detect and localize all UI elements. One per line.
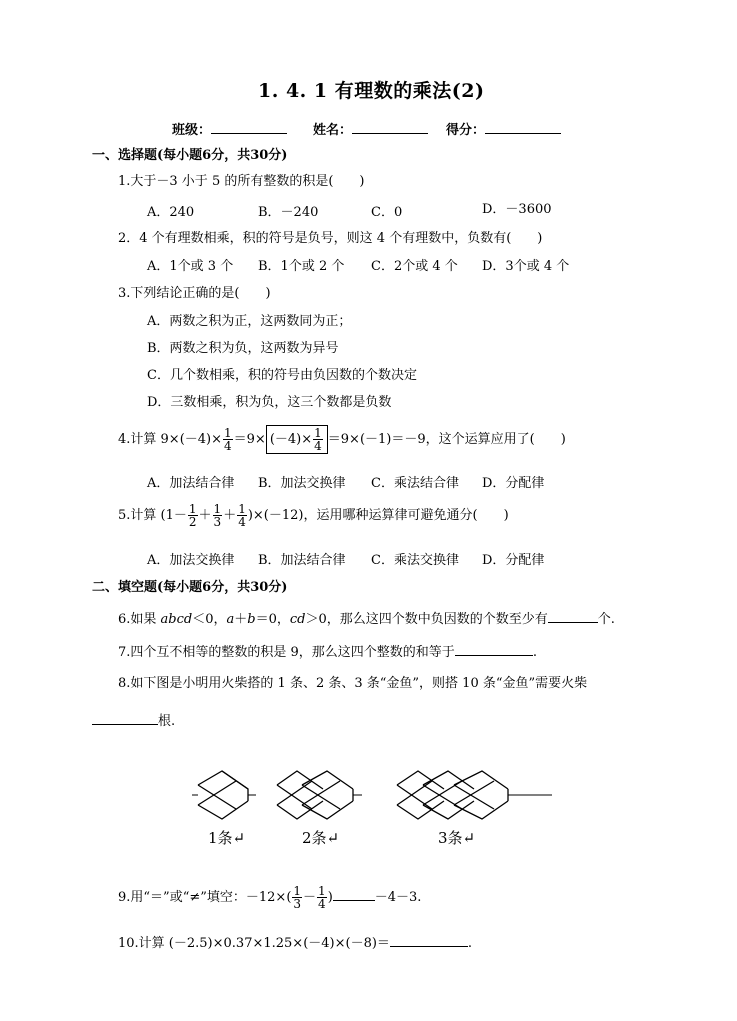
q9-minus: － [303, 890, 317, 905]
q5-option-b[interactable]: B．加法结合律 [258, 553, 346, 568]
fish-2-icon [277, 771, 353, 819]
q2-option-d[interactable]: D．3个或 4 个 [482, 259, 570, 274]
q9-answer-blank[interactable] [333, 888, 375, 901]
q7-pre: 7.四个互不相等的整数的积是 9，那么这四个整数的和等于 [118, 645, 455, 660]
matchstick-fish-figure [192, 765, 567, 850]
fish-2-label: 2条↵ [302, 829, 340, 847]
q7-answer-blank[interactable] [455, 643, 533, 656]
q1-option-d[interactable]: D．－3600 [482, 202, 552, 217]
q9-frac-1 [292, 885, 302, 910]
score-field [446, 121, 561, 137]
q4-eq2: ＝9×(－1)＝－9，这个运算应用了( ) [327, 432, 566, 447]
q1-option-a[interactable]: A．240 [147, 205, 195, 220]
q4-eq1: ＝9× [233, 432, 266, 447]
q5-f2-num: 1 [213, 502, 222, 516]
question-4 [118, 425, 566, 454]
question-3: 3.下列结论正确的是( ) [118, 286, 271, 301]
q4-bracket [266, 425, 328, 454]
q4-option-b[interactable]: B．加法交换律 [258, 476, 346, 491]
section1-heading: 一、选择题(每小题6分，共30分) [92, 148, 288, 163]
name-label: 姓名： [313, 123, 353, 138]
q6-pre: 6.如果 [118, 612, 161, 627]
score-label: 得分： [446, 123, 486, 138]
q6-mid4: ＞0，那么这四个数中负因数的个数至少有 [305, 612, 548, 627]
q4-frac-den: 4 [224, 439, 232, 453]
q9-close: ) [327, 890, 333, 905]
q4-inner-num: 1 [314, 426, 322, 440]
q3-option-b[interactable]: B．两数之积为负，这两数为异号 [147, 341, 339, 356]
q5-option-a[interactable]: A．加法交换律 [147, 553, 235, 568]
q9-f1-num: 1 [293, 884, 302, 898]
q4-fraction [223, 427, 233, 452]
question-9 [118, 885, 421, 910]
q6-mid2: ＋ [234, 612, 248, 627]
q2-option-a[interactable]: A．1个或 3 个 [147, 259, 234, 274]
q10-post: . [467, 936, 473, 951]
q6-var-b: b [247, 612, 256, 627]
q6-var-cd: cd [289, 612, 306, 627]
q1-option-b[interactable]: B．－240 [258, 205, 319, 220]
question-8: 8.如下图是小明用火柴搭的 1 条、2 条、3 条“金鱼”，则搭 10 条“金鱼”需要火柴 [118, 676, 588, 691]
q5-f3-num: 1 [238, 502, 246, 516]
name-field [313, 121, 428, 137]
q6-answer-blank[interactable] [548, 610, 598, 623]
q3-option-c[interactable]: C．几个数相乘，积的符号由负因数的个数决定 [147, 368, 417, 383]
question-5 [118, 503, 509, 528]
page-title: 1. 4. 1 有理数的乘法(2) [258, 80, 485, 102]
q10-pre: 10.计算 (－2.5)×0.37×1.25×(－4)×(－8)＝ [118, 936, 390, 951]
q5-plus-1: ＋ [198, 508, 212, 523]
question-10 [118, 934, 472, 950]
q5-f3-den: 4 [238, 515, 246, 529]
fish-3-label: 3条↵ [438, 829, 476, 847]
q4-prefix: 4.计算 9×(－4)× [118, 432, 223, 447]
q6-var-abcd: abcd [160, 612, 193, 627]
q9-frac-2 [317, 885, 327, 910]
q2-option-b[interactable]: B．1个或 2 个 [258, 259, 345, 274]
question-1: 1.大于－3 小于 5 的所有整数的积是( ) [118, 174, 365, 189]
q8-answer-line [92, 712, 175, 728]
name-blank[interactable] [352, 121, 428, 134]
q4-inner: (－4)× [269, 432, 313, 447]
q9-f2-num: 1 [318, 884, 326, 898]
question-7 [118, 643, 537, 659]
fish-3-icon [397, 771, 508, 819]
q5-f1-den: 2 [188, 515, 197, 529]
q4-frac-num: 1 [224, 426, 232, 440]
q1-option-c[interactable]: C．0 [371, 205, 403, 220]
q5-suffix: )×(－12)，运用哪种运算律可避免通分( ) [247, 508, 509, 523]
q6-var-a: a [226, 612, 235, 627]
q5-frac-1 [188, 503, 198, 528]
q9-f1-den: 3 [293, 897, 302, 911]
q5-f2-den: 3 [213, 515, 222, 529]
fish-1-icon [198, 771, 248, 819]
q6-mid3: ＝0， [255, 612, 290, 627]
q3-option-d[interactable]: D．三数相乘，积为负，这三个数都是负数 [147, 395, 392, 410]
class-field [172, 121, 287, 137]
q9-pre: 9.用“＝”或“≠”填空：－12×( [118, 890, 292, 905]
q8-answer-blank[interactable] [92, 712, 158, 725]
class-label: 班级： [172, 123, 212, 138]
q5-option-d[interactable]: D．分配律 [482, 553, 545, 568]
q5-prefix: 5.计算 (1－ [118, 508, 187, 523]
score-blank[interactable] [485, 121, 561, 134]
q6-mid1: ＜0， [192, 612, 227, 627]
q4-option-a[interactable]: A．加法结合律 [147, 476, 235, 491]
fish-1-label: 1条↵ [208, 829, 246, 847]
q3-option-a[interactable]: A．两数之积为正，这两数同为正； [147, 314, 352, 329]
q9-f2-den: 4 [318, 897, 326, 911]
question-2: 2．4 个有理数相乘，积的符号是负号，则这 4 个有理数中，负数有( ) [118, 231, 543, 246]
q5-option-c[interactable]: C．乘法交换律 [371, 553, 459, 568]
q4-option-c[interactable]: C．乘法结合律 [371, 476, 459, 491]
question-6 [118, 610, 615, 626]
q4-inner-den: 4 [314, 439, 322, 453]
q5-plus-2: ＋ [223, 508, 237, 523]
section2-heading: 二、填空题(每小题6分，共30分) [92, 580, 288, 595]
q6-post: 个. [597, 612, 615, 627]
q2-option-c[interactable]: C．2个或 4 个 [371, 259, 458, 274]
q8-post: 根. [158, 714, 176, 729]
q9-post: －4－3. [374, 890, 422, 905]
class-blank[interactable] [211, 121, 287, 134]
q4-inner-fraction [313, 427, 323, 452]
q4-option-d[interactable]: D．分配律 [482, 476, 545, 491]
q10-answer-blank[interactable] [390, 934, 468, 947]
q5-f1-num: 1 [188, 502, 197, 516]
q7-post: . [532, 645, 537, 660]
q5-frac-2 [213, 503, 223, 528]
q5-frac-3 [237, 503, 247, 528]
